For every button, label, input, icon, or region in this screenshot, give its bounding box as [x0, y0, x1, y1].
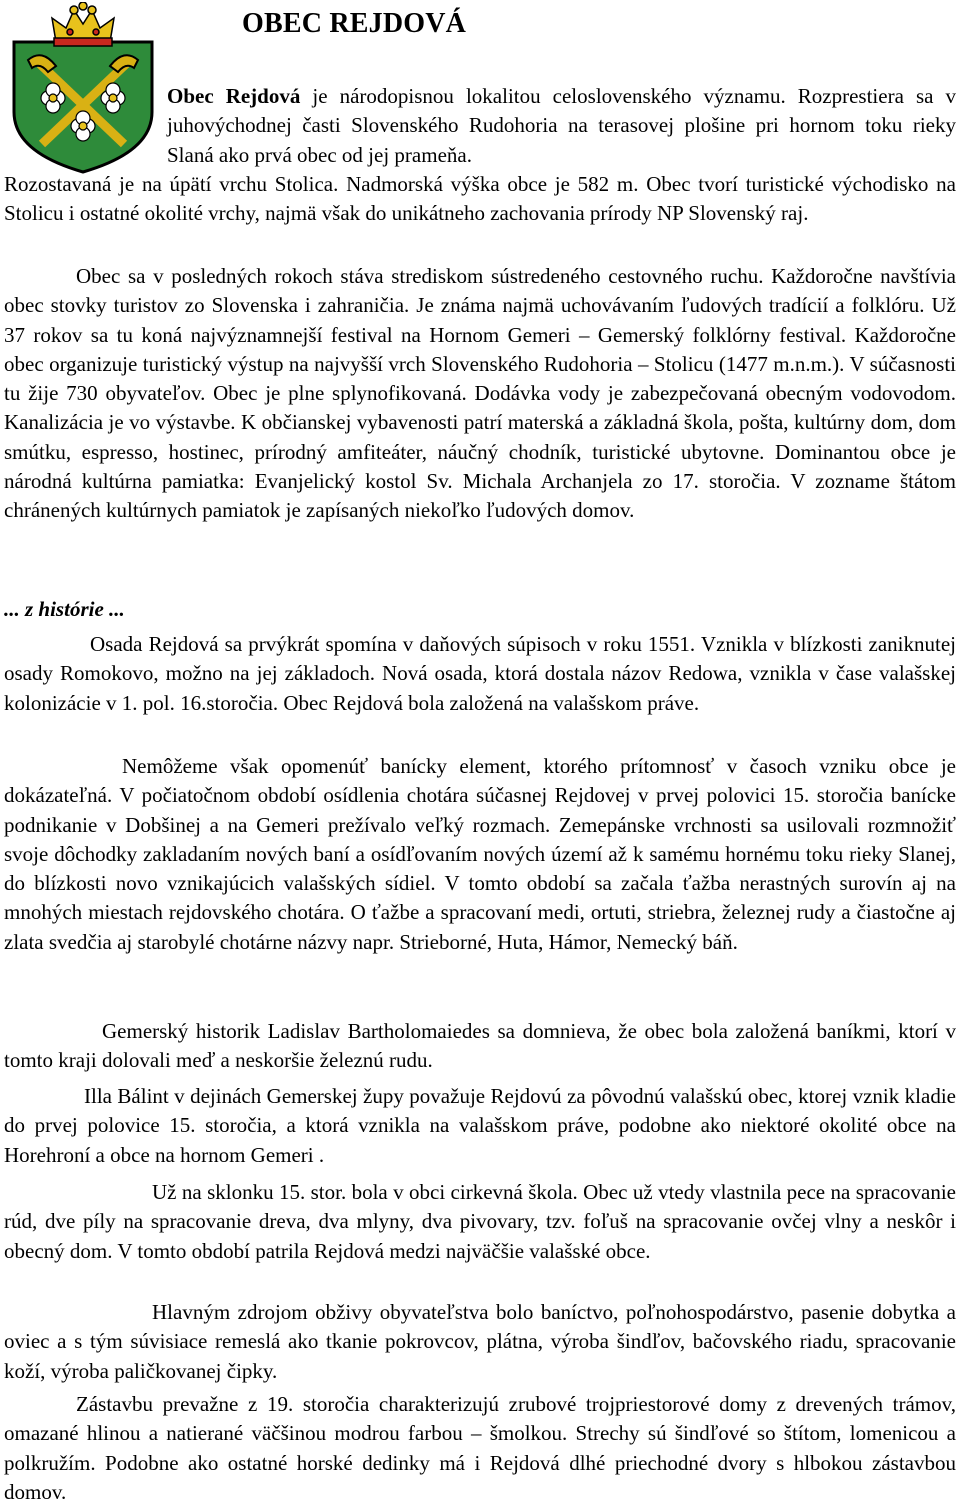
intro-continuation: Rozostavaná je na úpätí vrchu Stolica. Nadmorská výška obce je 582 m. Obec tvorí turistické východisko na Stolicu i ostatné okolité vrchy, najmä však do unikátneho zachovania prírody NP Slovenský raj.	[4, 172, 956, 226]
paragraph-history-2: Nemôžeme však opomenúť banícky element, ktorého prítomnosť v časoch vzniku obce je dokázateľná. V počiatočnom období osídlenia chotára súčasnej Rejdovej v prvej polovici 15. storočia banícke podnikanie v Dobšinej a na Gemeri prežívalo veľký rozmach. Zemepánske vrchnosti sa usilovali rozmnožiť svoje dôchodky zakladaním nových baní a osídľovaním nových území až k samému hornému toku rieky Slanej, do blízkosti novo vznikajúcich valašských sídiel. V tomto období sa začala ťažba nerastných surovín aj na mnohých miestach rejdovského chotára. O ťažbe a spracovaní medi, ortuti, striebra, železnej rudy a čiastočne aj zlata svedčia aj starobylé chotárne názvy napr. Strieborné, Huta, Hámor, Nemecký báň.	[4, 754, 956, 954]
paragraph-history-1: Osada Rejdová sa prvýkrát spomína v daňových súpisoch v roku 1551. Vznikla v blízkosti zaniknutej osady Romokovo, možno na jej základoch. Nová osada, ktorá dostala názov Redowa, vznikla v čase valašskej kolonizácie v 1. pol. 16.storočia. Obec Rejdová bola založená na valašskom práve.	[4, 632, 956, 715]
paragraph-history-5: Už na sklonku 15. stor. bola v obci cirkevná škola. Obec už vtedy vlastnila pece na spracovanie rúd, dve píly na spracovanie dreva, dva mlyny, dva pivovary, tzv. foľuš na spracovanie ovčej vlny a neskôr i obecný dom. V tomto období patrila Rejdová medzi najväčšie valašské obce.	[4, 1180, 956, 1263]
paragraph-history-3: Gemerský historik Ladislav Bartholomaiedes sa domnieva, že obec bola založená baníkmi, ktorí v tomto kraji dolovali meď a neskoršie železnú rudu.	[4, 1019, 956, 1073]
paragraph-history-7: Zástavbu prevažne z 19. storočia charakterizujú zrubové trojpriestorové domy z drevených trámov, omazané hlinou a natierané väčšinou modrou farbou – šmolkou. Strechy sú šindľové so štítom, lomenicou a polkružím. Podobne ako ostatné horské dedinky má i Rejdová dlhé priechodné dvory s hlbokou zástavbou domov.	[4, 1392, 956, 1504]
paragraph-history-6: Hlavným zdrojom obživy obyvateľstva bolo baníctvo, poľnohospodárstvo, pasenie dobytka a oviec a s tým súvisiace remeslá ako tkanie pokrovcov, plátna, výroba šindľov, bačovského riadu, spracovanie koží, výroba paličkovanej čipky.	[4, 1300, 956, 1383]
coat-of-arms-icon	[8, 2, 158, 174]
page-title: OBEC REJDOVÁ	[242, 8, 467, 39]
village-name: Obec Rejdová	[167, 84, 301, 108]
intro-text: je národopisnou lokalitou celoslovenského významu. Rozprestiera sa v juhovýchodnej časti Slovenského Rudohoria na terasovej plošine pri hornom toku rieky Slaná ako prvá obec od jej prameňa.	[167, 84, 956, 167]
history-heading: ... z histórie ...	[4, 597, 125, 621]
intro-paragraph	[167, 82, 956, 170]
paragraph-history-4: Illa Bálint v dejinách Gemerskej župy považuje Rejdovú za pôvodnú valašskú obec, ktorej vznik kladie do prvej polovice 15. storočia, a ktorá vznikla na valašskom práve, podobne ako niektoré okolité obce na Horehroní a obce na hornom Gemeri .	[4, 1084, 956, 1167]
paragraph-tourism: Obec sa v posledných rokoch stáva strediskom sústredeného cestovného ruchu. Každoročne navštívia obec stovky turistov zo Slovenska i zahraničia. Je známa najmä uchovávaním ľudových tradícií a folklóru. Už 37 rokov sa tu koná najvýznamnejší festival na Hornom Gemeri – Gemerský folklórny festival. Každoročne obec organizuje turistický výstup na najvyšší vrch Slovenského Rudohoria – Stolicu (1477 m.n.m.). V súčasnosti tu žije 730 obyvateľov. Obec je plne splynofikovaná. Dodávka vody je zabezpečovaná obecným vodovodom. Kanalizácia je vo výstavbe. K občianskej vybavenosti patrí materská a základná škola, pošta, kultúrny dom, dom smútku, espresso, hostinec, prírodný amfiteáter, náučný chodník, turistické ubytovne. Dominantou obce je národná kultúrna pamiatka: Evanjelický kostol Sv. Michala Archanjela zo 17. storočia. V zozname štátom chránených kultúrnych pamiatok je zapísaných niekoľko ľudových domov.	[4, 264, 956, 523]
